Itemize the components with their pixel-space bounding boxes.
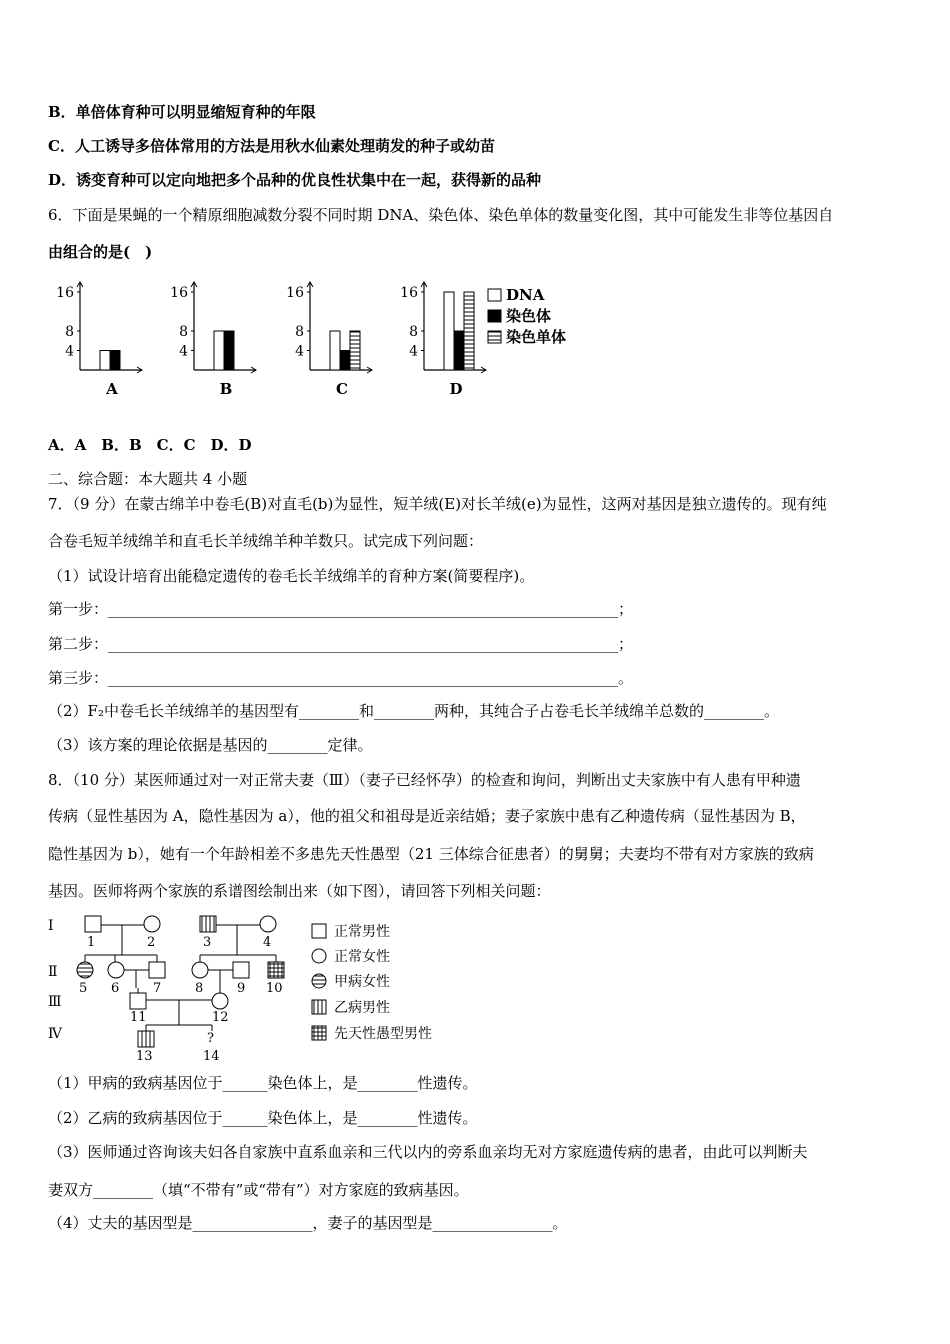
y-tick-label: 8 bbox=[295, 324, 304, 340]
y-tick-label: 4 bbox=[295, 343, 304, 360]
pedigree-unknown-mark: ? bbox=[207, 1031, 214, 1046]
q6-stem-line2: 由组合的是( ) bbox=[48, 243, 153, 261]
q7-step3[interactable]: 第三步：____________________________________________________________________。 bbox=[48, 669, 634, 687]
pedigree-number: 11 bbox=[130, 1010, 147, 1025]
category-label: D bbox=[449, 380, 463, 398]
q5-option-d: D．诱变育种可以定向地把多个品种的优良性状集中在一起，获得新的品种 bbox=[48, 171, 542, 189]
y-tick-label: 4 bbox=[409, 343, 418, 360]
pedigree-number: 5 bbox=[79, 981, 88, 996]
bar-B-0 bbox=[214, 331, 224, 370]
category-label: C bbox=[336, 380, 348, 398]
q6-options: A．A B．B C．C D．D bbox=[48, 436, 252, 454]
generation-label-i: Ⅰ bbox=[48, 918, 54, 934]
legend-label: 染色体 bbox=[506, 307, 552, 325]
pedigree-number: 2 bbox=[147, 935, 156, 950]
q8-part4[interactable]: （4）丈夫的基因型是________________，妻子的基因型是________________。 bbox=[48, 1214, 568, 1232]
legend-disease-b-male-icon bbox=[312, 1000, 326, 1014]
q8-part3-line2[interactable]: 妻双方________（填“不带有”或“带有”）对方家庭的致病基因。 bbox=[48, 1181, 469, 1199]
bar-C-0 bbox=[330, 331, 340, 370]
pedigree-number: 14 bbox=[203, 1049, 220, 1064]
pedigree-number: 10 bbox=[266, 981, 283, 996]
legend-label: 甲病女性 bbox=[334, 974, 390, 990]
q6-stem-line1: 6．下面是果蝇的一个精原细胞减数分裂不同时期 DNA、染色体、染色单体的数量变化图，其中可能发生非等位基因自 bbox=[48, 206, 834, 224]
y-tick-label: 4 bbox=[179, 343, 188, 360]
legend-swatch bbox=[488, 289, 501, 301]
y-tick-label: 8 bbox=[409, 324, 418, 340]
y-tick-label: 4 bbox=[65, 343, 74, 360]
bar-C-1 bbox=[340, 351, 350, 371]
pedigree-number: 4 bbox=[263, 935, 272, 950]
q7-part3[interactable]: （3）该方案的理论依据是基因的________定律。 bbox=[48, 736, 373, 754]
bar-D-2 bbox=[464, 292, 474, 370]
pedigree-female-4 bbox=[260, 916, 276, 932]
pedigree-number: 7 bbox=[153, 981, 162, 996]
legend-normal-male-icon bbox=[312, 924, 326, 938]
q8-stem-line3: 隐性基因为 b），她有一个年龄相差不多患先天性愚型（21 三体综合征患者）的舅舅；夫妻均不带有对方家族的致病 bbox=[48, 845, 814, 863]
q7-stem-line1: 7．（9 分）在蒙古绵羊中卷毛(B)对直毛(b)为显性，短羊绒(E)对长羊绒(e)为显性，这两对基因是独立遗传的。现有纯 bbox=[48, 495, 827, 513]
legend-disease-a-female-icon bbox=[312, 974, 326, 988]
pedigree-number: 9 bbox=[237, 981, 246, 996]
y-tick-label: 16 bbox=[286, 285, 304, 301]
y-tick-label: 16 bbox=[400, 285, 418, 301]
legend-normal-female-icon bbox=[312, 949, 326, 963]
pedigree-number: 6 bbox=[111, 981, 120, 996]
pedigree-number: 13 bbox=[136, 1049, 153, 1064]
legend-down-syndrome-male-icon bbox=[312, 1026, 326, 1040]
legend-label: 先天性愚型男性 bbox=[334, 1026, 432, 1042]
q5-option-c: C．人工诱导多倍体常用的方法是用秋水仙素处理萌发的种子或幼苗 bbox=[48, 137, 495, 155]
bar-A-1 bbox=[110, 351, 120, 371]
q8-stem-line4: 基因。医师将两个家族的系谱图绘制出来（如下图），请回答下列相关问题： bbox=[48, 882, 551, 900]
y-tick-label: 8 bbox=[65, 324, 74, 340]
pedigree-number: 1 bbox=[87, 935, 96, 950]
pedigree-number: 8 bbox=[195, 981, 204, 996]
section-2-heading: 二、综合题：本大题共 4 小题 bbox=[48, 470, 248, 488]
chromosome-bar-chart bbox=[40, 278, 600, 408]
bar-D-1 bbox=[454, 331, 464, 370]
pedigree-female-6 bbox=[108, 962, 124, 978]
q8-stem-line2: 传病（显性基因为 A，隐性基因为 a），他的祖父和祖母是近亲结婚；妻子家族中患有乙种遗传病（显性基因为 B， bbox=[48, 807, 806, 825]
legend-label: 染色单体 bbox=[506, 328, 567, 346]
bar-C-2 bbox=[350, 331, 360, 370]
pedigree-female-12 bbox=[212, 993, 228, 1009]
pedigree-male-1 bbox=[85, 916, 101, 932]
pedigree-female-8 bbox=[192, 962, 208, 978]
pedigree-male-11 bbox=[130, 993, 146, 1009]
legend-label: 正常女性 bbox=[334, 949, 390, 965]
pedigree-male-3 bbox=[200, 916, 216, 932]
q8-part1[interactable]: （1）甲病的致病基因位于______染色体上，是________性遗传。 bbox=[48, 1074, 478, 1092]
bar-D-0 bbox=[444, 292, 454, 370]
legend-swatch bbox=[488, 331, 501, 343]
pedigree-male-13 bbox=[138, 1031, 154, 1047]
y-tick-label: 16 bbox=[56, 285, 74, 301]
pedigree-diagram bbox=[40, 910, 480, 1065]
q7-part1: （1）试设计培育出能稳定遗传的卷毛长羊绒绵羊的育种方案(简要程序)。 bbox=[48, 567, 535, 585]
legend-label: 乙病男性 bbox=[334, 1000, 390, 1016]
legend-label: DNA bbox=[506, 286, 545, 304]
y-tick-label: 16 bbox=[170, 285, 188, 301]
q7-step2[interactable]: 第二步：____________________________________________________________________； bbox=[48, 635, 634, 653]
pedigree-female-2 bbox=[144, 916, 160, 932]
generation-label-iii: Ⅲ bbox=[48, 994, 62, 1010]
q8-part2[interactable]: （2）乙病的致病基因位于______染色体上，是________性遗传。 bbox=[48, 1109, 478, 1127]
pedigree-number: 3 bbox=[203, 935, 212, 950]
pedigree-male-7 bbox=[149, 962, 165, 978]
pedigree-female-5 bbox=[77, 962, 93, 978]
pedigree-male-9 bbox=[233, 962, 249, 978]
category-label: B bbox=[219, 380, 233, 398]
category-label: A bbox=[106, 380, 118, 398]
q8-stem-line1: 8．（10 分）某医师通过对一对正常夫妻（Ⅲ）（妻子已经怀孕）的检查和询问，判断出丈夫家族中有人患有甲种遗 bbox=[48, 771, 801, 789]
q5-option-b: B．单倍体育种可以明显缩短育种的年限 bbox=[48, 103, 316, 121]
pedigree-male-10 bbox=[268, 962, 284, 978]
generation-label-iv: Ⅳ bbox=[48, 1026, 62, 1042]
q7-step1[interactable]: 第一步：____________________________________________________________________； bbox=[48, 600, 634, 618]
bar-A-0 bbox=[100, 351, 110, 371]
legend-label: 正常男性 bbox=[334, 924, 390, 940]
q7-part2[interactable]: （2）F₂中卷毛长羊绒绵羊的基因型有________和________两种，其纯合子占卷毛长羊绒绵羊总数的________。 bbox=[48, 702, 779, 720]
bar-B-1 bbox=[224, 331, 234, 370]
pedigree-number: 12 bbox=[212, 1010, 229, 1025]
q8-part3-line1: （3）医师通过咨询该夫妇各自家族中直系血亲和三代以内的旁系血亲均无对方家庭遗传病的患者，由此可以判断夫 bbox=[48, 1143, 808, 1161]
generation-label-ii: Ⅱ bbox=[48, 964, 58, 980]
y-tick-label: 8 bbox=[179, 324, 188, 340]
legend-swatch bbox=[488, 310, 501, 322]
q7-stem-line2: 合卷毛短羊绒绵羊和直毛长羊绒绵羊种羊数只。试完成下列问题： bbox=[48, 532, 484, 550]
